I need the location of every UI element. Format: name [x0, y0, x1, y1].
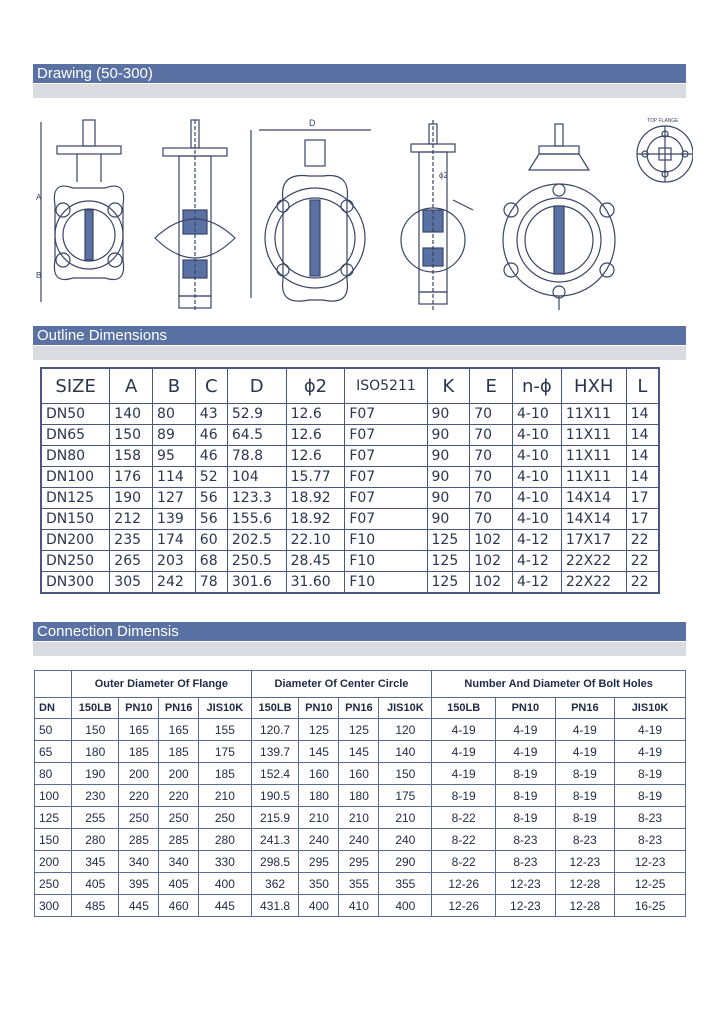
subheader-cell: PN16: [555, 698, 614, 719]
table-cell: 405: [72, 873, 119, 895]
table-cell: 102: [470, 572, 513, 594]
group-outer-diameter: Outer Diameter Of Flange: [72, 671, 252, 698]
table-cell: 330: [199, 851, 252, 873]
table-cell: 4-10: [513, 467, 562, 488]
table-cell: 78: [195, 572, 227, 594]
table-cell: 4-19: [555, 741, 614, 763]
table-cell: 12-23: [615, 851, 686, 873]
table-cell: 120.7: [251, 719, 299, 741]
table-subheader-row: [35, 698, 686, 719]
table-cell: 285: [119, 829, 159, 851]
subheader-cell: PN10: [119, 698, 159, 719]
table-cell: 265: [110, 551, 153, 572]
valve-drawings: [33, 110, 693, 330]
table-cell: 4-10: [513, 446, 562, 467]
table-cell: 175: [199, 741, 252, 763]
table-cell: 12-28: [555, 895, 614, 917]
table-cell: 139.7: [251, 741, 299, 763]
table-cell: 22.10: [286, 530, 345, 551]
table-cell: 460: [159, 895, 199, 917]
table-row: [41, 551, 659, 572]
table-cell: 4-19: [432, 719, 496, 741]
section-header-outline: Outline Dimensions: [33, 326, 686, 345]
drawing-front-view-2: [251, 130, 371, 301]
table-cell: 305: [110, 572, 153, 594]
subheader-cell: 150LB: [432, 698, 496, 719]
table-cell: DN250: [41, 551, 110, 572]
table-cell: F07: [345, 467, 427, 488]
table-cell: 200: [35, 851, 72, 873]
connection-dimensions-table: [34, 670, 686, 917]
section-subband: [33, 642, 686, 656]
table-cell: 185: [199, 763, 252, 785]
table-cell: 400: [299, 895, 339, 917]
table-cell: 4-10: [513, 404, 562, 425]
table-cell: 230: [72, 785, 119, 807]
table-cell: 125: [427, 551, 470, 572]
table-cell: 410: [339, 895, 379, 917]
col-hxh: HXH: [561, 368, 626, 404]
table-cell: 185: [159, 741, 199, 763]
table-cell: 95: [153, 446, 196, 467]
table-cell: 70: [470, 488, 513, 509]
table-cell: 150: [72, 719, 119, 741]
table-cell: 8-19: [496, 763, 555, 785]
table-cell: 165: [159, 719, 199, 741]
table-cell: 4-19: [496, 741, 555, 763]
subheader-cell: JIS10K: [199, 698, 252, 719]
col-b: B: [153, 368, 196, 404]
table-cell: 160: [339, 763, 379, 785]
table-cell: 240: [339, 829, 379, 851]
table-cell: 210: [199, 785, 252, 807]
table-cell: DN300: [41, 572, 110, 594]
table-cell: 12.6: [286, 446, 345, 467]
dim-label-B: B: [36, 271, 42, 280]
table-cell: 180: [299, 785, 339, 807]
drawing-lug-view: [503, 124, 615, 310]
col-c: C: [195, 368, 227, 404]
table-cell: 155.6: [227, 509, 286, 530]
table-cell: 180: [339, 785, 379, 807]
table-cell: 14X14: [561, 488, 626, 509]
dim-label-D: D: [309, 118, 316, 128]
table-cell: 56: [195, 488, 227, 509]
col-phi2: ϕ2: [286, 368, 345, 404]
table-cell: 64.5: [227, 425, 286, 446]
table-cell: 17X17: [561, 530, 626, 551]
table-cell: 78.8: [227, 446, 286, 467]
table-cell: 215.9: [251, 807, 299, 829]
table-cell: 120: [379, 719, 432, 741]
col-size: SIZE: [41, 368, 110, 404]
table-row: [35, 873, 686, 895]
table-cell: 8-22: [432, 851, 496, 873]
table-cell: 56: [195, 509, 227, 530]
table-cell: 202.5: [227, 530, 286, 551]
table-cell: 212: [110, 509, 153, 530]
table-cell: 298.5: [251, 851, 299, 873]
table-cell: 160: [299, 763, 339, 785]
table-cell: 14: [626, 467, 659, 488]
table-cell: 90: [427, 446, 470, 467]
table-cell: 102: [470, 530, 513, 551]
table-row: [35, 763, 686, 785]
table-cell: 4-12: [513, 530, 562, 551]
table-group-row: [35, 671, 686, 698]
table-cell: 11X11: [561, 404, 626, 425]
table-row: [35, 851, 686, 873]
table-cell: 12-25: [615, 873, 686, 895]
table-cell: 43: [195, 404, 227, 425]
table-cell: 80: [35, 763, 72, 785]
table-cell: 8-19: [496, 785, 555, 807]
table-cell: 8-19: [555, 785, 614, 807]
table-cell: 242: [153, 572, 196, 594]
group-blank: [35, 671, 72, 698]
table-cell: 46: [195, 425, 227, 446]
subheader-cell: JIS10K: [379, 698, 432, 719]
table-cell: 175: [379, 785, 432, 807]
table-cell: 241.3: [251, 829, 299, 851]
col-dn: DN: [35, 698, 72, 719]
table-cell: 70: [470, 509, 513, 530]
table-cell: 395: [119, 873, 159, 895]
table-cell: 152.4: [251, 763, 299, 785]
subheader-cell: PN10: [299, 698, 339, 719]
dim-label-phi2: ϕ2: [439, 171, 448, 180]
table-cell: 340: [159, 851, 199, 873]
drawing-side-view-1: [155, 120, 235, 310]
table-cell: 4-10: [513, 488, 562, 509]
table-cell: 300: [35, 895, 72, 917]
table-cell: 150: [379, 763, 432, 785]
table-cell: DN80: [41, 446, 110, 467]
table-cell: 11X11: [561, 467, 626, 488]
table-cell: 150: [35, 829, 72, 851]
table-cell: 145: [299, 741, 339, 763]
table-cell: 165: [119, 719, 159, 741]
table-cell: 350: [299, 873, 339, 895]
table-cell: 200: [159, 763, 199, 785]
table-cell: 295: [339, 851, 379, 873]
table-row: [35, 807, 686, 829]
table-row: [41, 404, 659, 425]
table-cell: 18.92: [286, 488, 345, 509]
table-row: [41, 509, 659, 530]
table-cell: F10: [345, 572, 427, 594]
table-cell: 445: [199, 895, 252, 917]
table-cell: 12-26: [432, 895, 496, 917]
table-cell: 18.92: [286, 509, 345, 530]
table-cell: 210: [379, 807, 432, 829]
table-cell: 12-23: [496, 895, 555, 917]
group-bolt-holes: Number And Diameter Of Bolt Holes: [432, 671, 686, 698]
table-row: [41, 530, 659, 551]
table-cell: 8-23: [615, 829, 686, 851]
table-cell: 70: [470, 425, 513, 446]
table-cell: 155: [199, 719, 252, 741]
table-cell: 12.6: [286, 425, 345, 446]
table-cell: 8-19: [496, 807, 555, 829]
table-cell: 220: [119, 785, 159, 807]
table-cell: 250: [119, 807, 159, 829]
table-cell: 11X11: [561, 425, 626, 446]
table-cell: 11X11: [561, 446, 626, 467]
table-cell: 15.77: [286, 467, 345, 488]
table-cell: 12.6: [286, 404, 345, 425]
table-cell: 4-10: [513, 509, 562, 530]
table-cell: 8-19: [615, 785, 686, 807]
table-cell: 4-19: [432, 741, 496, 763]
table-cell: 8-23: [615, 807, 686, 829]
table-cell: 210: [299, 807, 339, 829]
table-cell: 90: [427, 488, 470, 509]
table-cell: 14: [626, 425, 659, 446]
table-row: [35, 829, 686, 851]
table-cell: 65: [35, 741, 72, 763]
table-cell: 8-19: [615, 763, 686, 785]
table-cell: 22: [626, 530, 659, 551]
table-cell: F07: [345, 425, 427, 446]
table-cell: 190: [72, 763, 119, 785]
table-cell: 12-23: [496, 873, 555, 895]
table-cell: 235: [110, 530, 153, 551]
table-cell: DN150: [41, 509, 110, 530]
table-cell: DN125: [41, 488, 110, 509]
table-cell: 60: [195, 530, 227, 551]
subheader-cell: 150LB: [72, 698, 119, 719]
table-cell: 12-23: [555, 851, 614, 873]
table-cell: 125: [299, 719, 339, 741]
table-cell: 340: [119, 851, 159, 873]
table-cell: 150: [110, 425, 153, 446]
table-cell: F07: [345, 509, 427, 530]
table-cell: 14: [626, 404, 659, 425]
table-cell: 158: [110, 446, 153, 467]
table-cell: 280: [199, 829, 252, 851]
table-cell: 4-10: [513, 425, 562, 446]
drawing-side-view-2: [401, 120, 473, 310]
table-cell: 125: [35, 807, 72, 829]
table-cell: 400: [379, 895, 432, 917]
table-cell: F10: [345, 530, 427, 551]
table-cell: 90: [427, 425, 470, 446]
table-cell: 4-19: [615, 719, 686, 741]
table-row: [41, 425, 659, 446]
table-cell: 301.6: [227, 572, 286, 594]
col-d: D: [227, 368, 286, 404]
table-cell: 8-23: [496, 851, 555, 873]
table-cell: 16-25: [615, 895, 686, 917]
table-cell: 8-23: [555, 829, 614, 851]
subheader-cell: JIS10K: [615, 698, 686, 719]
table-cell: 8-22: [432, 807, 496, 829]
table-cell: 240: [299, 829, 339, 851]
table-cell: DN200: [41, 530, 110, 551]
table-row: [41, 572, 659, 594]
table-cell: 8-19: [432, 785, 496, 807]
table-cell: 17: [626, 509, 659, 530]
table-cell: 22X22: [561, 572, 626, 594]
table-row: [41, 488, 659, 509]
table-cell: 52.9: [227, 404, 286, 425]
table-cell: 190: [110, 488, 153, 509]
table-cell: 250: [199, 807, 252, 829]
dim-label-A: A: [36, 193, 42, 202]
table-cell: 22: [626, 551, 659, 572]
table-cell: 89: [153, 425, 196, 446]
col-n-phi: n-ϕ: [513, 368, 562, 404]
table-cell: 14X14: [561, 509, 626, 530]
outline-dimensions-table: [40, 367, 660, 594]
subheader-cell: PN16: [339, 698, 379, 719]
table-cell: 4-19: [496, 719, 555, 741]
table-cell: 102: [470, 551, 513, 572]
table-cell: 174: [153, 530, 196, 551]
table-cell: 125: [339, 719, 379, 741]
table-cell: 100: [35, 785, 72, 807]
table-cell: 485: [72, 895, 119, 917]
table-cell: 203: [153, 551, 196, 572]
table-cell: 125: [427, 572, 470, 594]
table-cell: 70: [470, 446, 513, 467]
table-row: [41, 446, 659, 467]
table-cell: 114: [153, 467, 196, 488]
table-cell: 4-12: [513, 551, 562, 572]
table-cell: 4-19: [615, 741, 686, 763]
table-cell: 250: [159, 807, 199, 829]
col-a: A: [110, 368, 153, 404]
table-cell: 145: [339, 741, 379, 763]
table-cell: DN65: [41, 425, 110, 446]
section-subband: [33, 346, 686, 360]
col-e: E: [470, 368, 513, 404]
table-cell: 8-22: [432, 829, 496, 851]
table-cell: 250.5: [227, 551, 286, 572]
table-cell: 210: [339, 807, 379, 829]
table-cell: 12-26: [432, 873, 496, 895]
table-row: [35, 741, 686, 763]
top-flange-label: TOP FLANGE: [647, 118, 679, 124]
section-subband: [33, 84, 686, 98]
table-cell: 295: [299, 851, 339, 873]
table-cell: F10: [345, 551, 427, 572]
subheader-cell: PN16: [159, 698, 199, 719]
table-cell: DN100: [41, 467, 110, 488]
table-cell: 17: [626, 488, 659, 509]
col-l: L: [626, 368, 659, 404]
table-cell: 400: [199, 873, 252, 895]
table-row: [35, 785, 686, 807]
col-k: K: [427, 368, 470, 404]
table-cell: 90: [427, 404, 470, 425]
section-header-connection: Connection Dimensis: [33, 622, 686, 641]
table-cell: 104: [227, 467, 286, 488]
table-cell: 8-23: [496, 829, 555, 851]
table-cell: 8-19: [555, 807, 614, 829]
table-header-row: [41, 368, 659, 404]
table-cell: 190.5: [251, 785, 299, 807]
table-cell: 4-12: [513, 572, 562, 594]
table-cell: 285: [159, 829, 199, 851]
table-cell: 70: [470, 404, 513, 425]
table-cell: 12-28: [555, 873, 614, 895]
table-cell: 280: [72, 829, 119, 851]
table-cell: 31.60: [286, 572, 345, 594]
table-cell: 176: [110, 467, 153, 488]
section-header-drawing: Drawing (50-300): [33, 64, 686, 83]
table-cell: 180: [72, 741, 119, 763]
table-cell: 22: [626, 572, 659, 594]
table-cell: 127: [153, 488, 196, 509]
table-cell: 22X22: [561, 551, 626, 572]
table-cell: F07: [345, 488, 427, 509]
table-cell: 4-19: [555, 719, 614, 741]
table-cell: 345: [72, 851, 119, 873]
col-iso5211: ISO5211: [345, 368, 427, 404]
drawing-top-flange: [637, 126, 693, 182]
table-cell: 255: [72, 807, 119, 829]
table-cell: 355: [379, 873, 432, 895]
subheader-cell: PN10: [496, 698, 555, 719]
table-cell: 200: [119, 763, 159, 785]
table-cell: 14: [626, 446, 659, 467]
drawing-front-view-1: [41, 120, 124, 302]
table-cell: 90: [427, 467, 470, 488]
subheader-cell: 150LB: [251, 698, 299, 719]
table-cell: 52: [195, 467, 227, 488]
table-cell: 8-19: [555, 763, 614, 785]
table-cell: 28.45: [286, 551, 345, 572]
table-cell: 362: [251, 873, 299, 895]
table-cell: 46: [195, 446, 227, 467]
table-cell: 4-19: [432, 763, 496, 785]
group-center-circle: Diameter Of Center Circle: [251, 671, 432, 698]
table-row: [41, 467, 659, 488]
table-cell: 80: [153, 404, 196, 425]
table-cell: 123.3: [227, 488, 286, 509]
table-cell: 125: [427, 530, 470, 551]
table-cell: 220: [159, 785, 199, 807]
table-cell: 445: [119, 895, 159, 917]
table-cell: F07: [345, 404, 427, 425]
table-cell: 250: [35, 873, 72, 895]
table-cell: 90: [427, 509, 470, 530]
table-cell: 431.8: [251, 895, 299, 917]
table-cell: 290: [379, 851, 432, 873]
table-cell: 405: [159, 873, 199, 895]
table-cell: 139: [153, 509, 196, 530]
table-cell: DN50: [41, 404, 110, 425]
table-cell: 185: [119, 741, 159, 763]
table-cell: 240: [379, 829, 432, 851]
table-cell: F07: [345, 446, 427, 467]
table-row: [35, 895, 686, 917]
table-cell: 68: [195, 551, 227, 572]
table-cell: 140: [379, 741, 432, 763]
table-cell: 50: [35, 719, 72, 741]
table-cell: 140: [110, 404, 153, 425]
table-cell: 355: [339, 873, 379, 895]
table-cell: 70: [470, 467, 513, 488]
table-row: [35, 719, 686, 741]
